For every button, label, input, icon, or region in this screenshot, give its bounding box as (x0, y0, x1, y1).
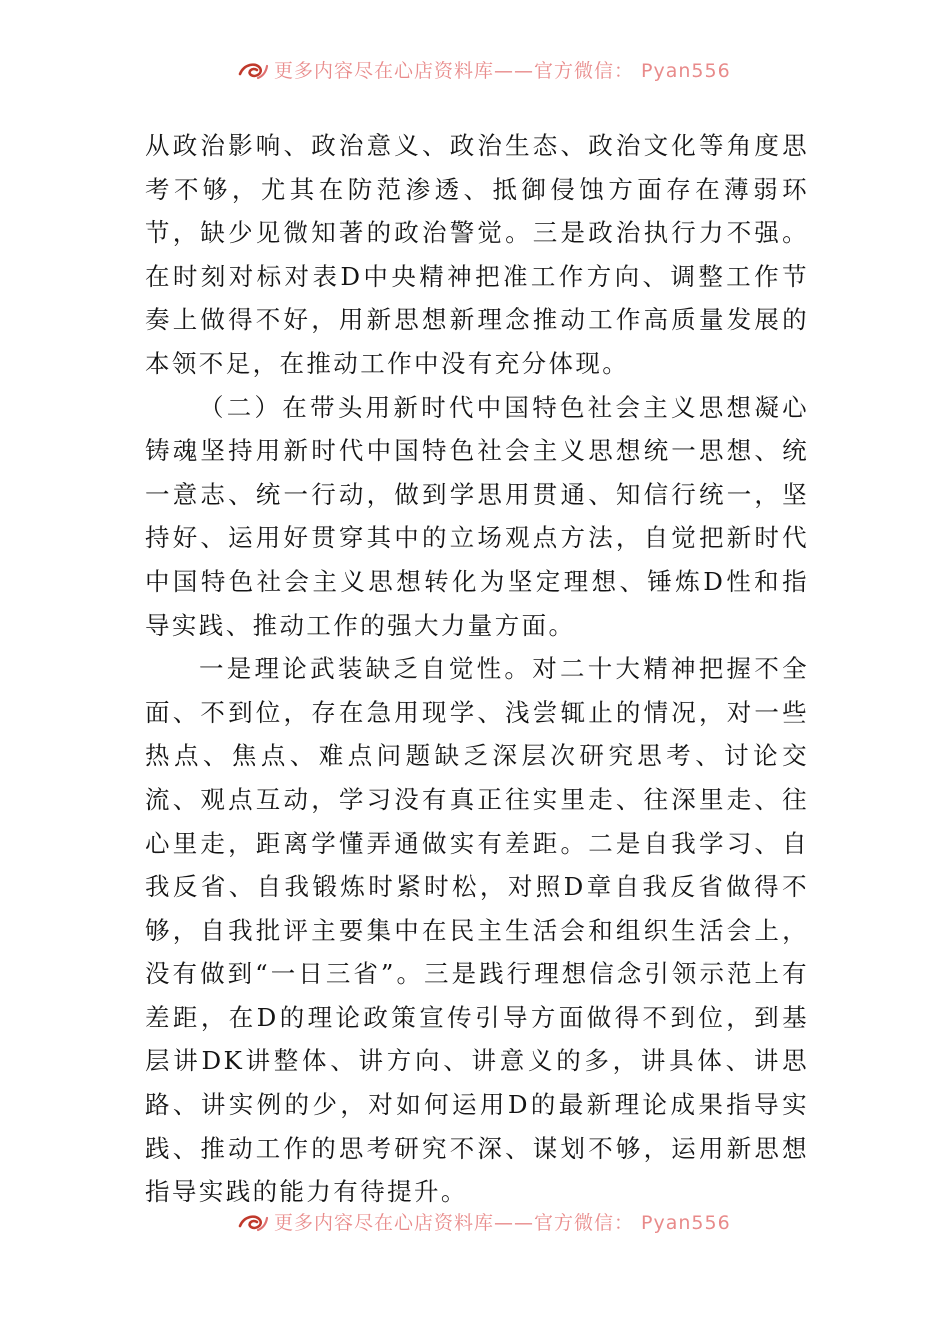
footer-watermark (0, 1204, 950, 1234)
watermark-text: 更多内容尽在心店资料库——官方微信： Pyan556 (274, 60, 731, 82)
paragraph-3: 一是理论武装缺乏自觉性。对二十大精神把握不全面、不到位，存在急用现学、浅尝辄止的情况，对一些热点、焦点、难点问题缺乏深层次研究思考、讨论交流、观点互动，学习没有真正往实里走、往深里走、往心里走，距离学懂弄通做实有差距。二是自我学习、自我反省、自我锻炼时紧时松，对照D章自我反省做得不够，自我批评主要集中在民主生活会和组织生活会上，没有做到“一日三省”。三是践行理想信念引领示范上有差距，在D的理论政策宣传引导方面做得不到位，到基层讲DK讲整体、讲方向、讲意义的多，讲具体、讲思路、讲实例的少，对如何运用D的最新理论成果指导实践、推动工作的思考研究不深、谋划不够，运用新思想指导实践的能力有待提升。 (145, 654, 809, 1207)
swirl-logo-icon (236, 1212, 270, 1234)
paragraph-1: 从政治影响、政治意义、政治生态、政治文化等角度思考不够，尤其在防范渗透、抵御侵蚀方面存在薄弱环节，缺少见微知著的政治警觉。三是政治执行力不强。在时刻对标对表D中央精神把准工作方向、调整工作节奏上做得不好，用新思想新理念推动工作高质量发展的本领不足，在推动工作中没有充分体现。 (145, 131, 809, 378)
paragraph-2-section-heading: （二）在带头用新时代中国特色社会主义思想凝心铸魂坚持用新时代中国特色社会主义思想统一思想、统一意志、统一行动，做到学思用贯通、知信行统一，坚持好、运用好贯穿其中的立场观点方法，自觉把新时代中国特色社会主义思想转化为坚定理想、锤炼D性和指导实践、推动工作的强大力量方面。 (145, 392, 809, 640)
swirl-logo-icon (236, 60, 270, 82)
document-body (145, 124, 809, 1214)
watermark-text: 更多内容尽在心店资料库——官方微信： Pyan556 (274, 1212, 731, 1234)
header-watermark (0, 52, 950, 82)
